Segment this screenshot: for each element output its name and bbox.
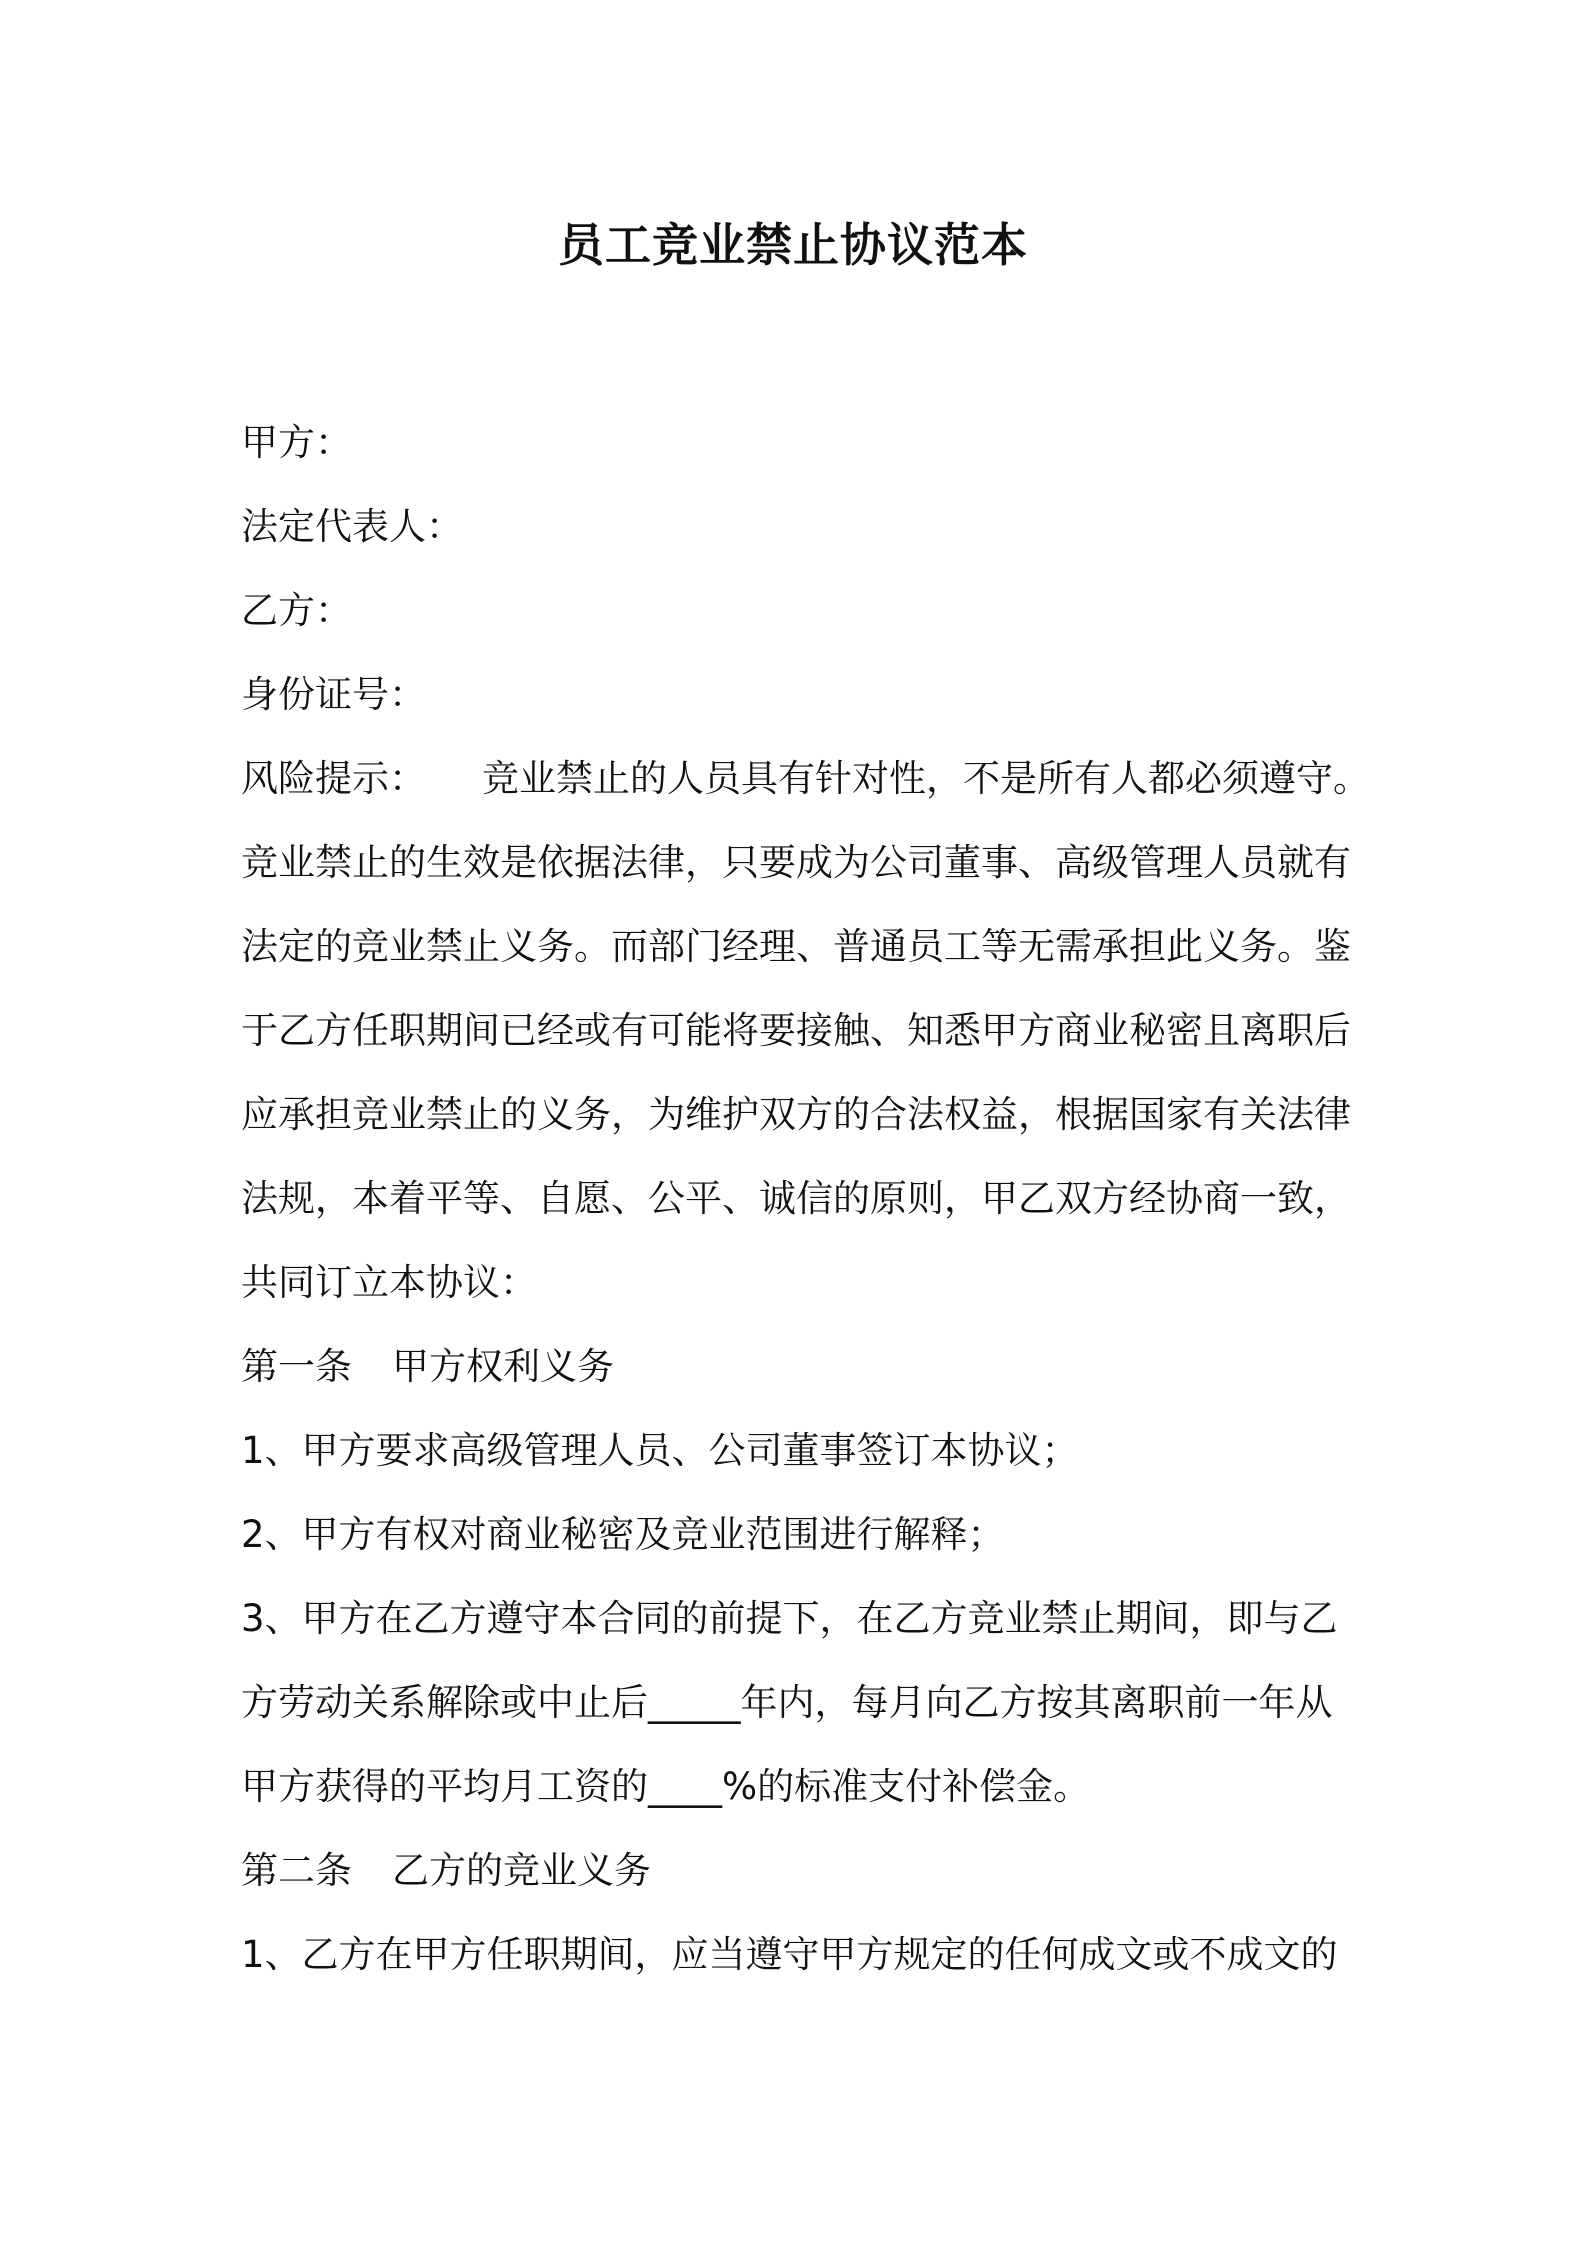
risk-text-line: 共同订立本协议： (241, 1261, 537, 1304)
party-a-line: 甲方： (241, 421, 352, 464)
document-title: 员工竞业禁止协议范本 (558, 218, 1028, 272)
risk-first-line (241, 737, 1370, 821)
risk-text-line: 应承担竞业禁止的义务，为维护双方的合法权益，根据国家有关法律 (241, 1093, 1351, 1136)
article2-number: 第二条 (241, 1849, 352, 1892)
article1-clause: 3、甲方在乙方遵守本合同的前提下，在乙方竞业禁止期间，即与乙 (241, 1597, 1338, 1640)
risk-text-line: 法规，本着平等、自愿、公平、诚信的原则，甲乙双方经协商一致， (241, 1177, 1351, 1220)
article1-clause: 1、甲方要求高级管理人员、公司董事签订本协议； (241, 1429, 1079, 1472)
article1-title: 甲方权利义务 (392, 1345, 614, 1388)
risk-text-line: 竞业禁止的生效是依据法律，只要成为公司董事、高级管理人员就有 (241, 841, 1351, 884)
risk-text-line: 法定的竞业禁止义务。而部门经理、普通员工等无需承担此义务。鉴 (241, 925, 1351, 968)
document-body (241, 401, 1370, 1997)
article1-clause: 2、甲方有权对商业秘密及竞业范围进行解释； (241, 1513, 1005, 1556)
legal-rep-line: 法定代表人： (241, 505, 463, 548)
article1-heading (241, 1325, 1361, 1409)
article1-clause: 方劳动关系解除或中止后_____年内，每月向乙方按其离职前一年从 (241, 1681, 1333, 1724)
party-b-line: 乙方： (241, 589, 352, 632)
risk-label: 风险提示： (241, 757, 426, 800)
article2-title: 乙方的竞业义务 (392, 1849, 651, 1892)
article2-clause: 1、乙方在甲方任职期间，应当遵守甲方规定的任何成文或不成文的 (241, 1933, 1338, 1976)
article2-heading (241, 1829, 1361, 1913)
risk-text-line: 于乙方任职期间已经或有可能将要接触、知悉甲方商业秘密且离职后 (241, 1009, 1351, 1052)
risk-text: 竞业禁止的人员具有针对性，不是所有人都必须遵守。 (482, 757, 1370, 800)
article1-number: 第一条 (241, 1345, 352, 1388)
article1-clause: 甲方获得的平均月工资的____%的标准支付补偿金。 (241, 1765, 1091, 1808)
id-number-line: 身份证号： (241, 673, 426, 716)
